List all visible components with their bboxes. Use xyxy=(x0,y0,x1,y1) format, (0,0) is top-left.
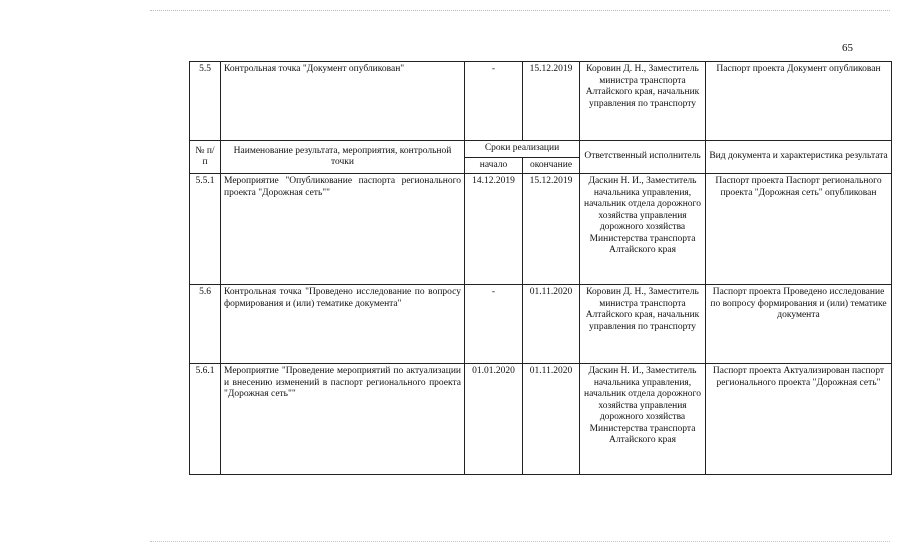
header-number: № п/п xyxy=(190,141,221,174)
row-responsible: Коровин Д. Н., Заместитель министра транспорта Алтайского края, начальник управления по транспорту xyxy=(580,62,706,141)
page-number: 65 xyxy=(842,42,853,54)
header-period: Сроки реализации xyxy=(465,141,580,158)
row-start-date: 14.12.2019 xyxy=(465,174,523,285)
row-responsible: Коровин Д. Н., Заместитель министра транспорта Алтайского края, начальник управления по транспорту xyxy=(580,285,706,364)
row-number: 5.6 xyxy=(190,285,221,364)
header-name: Наименование результата, мероприятия, контрольной точки xyxy=(221,141,465,174)
table-row xyxy=(190,174,892,285)
table-header-row xyxy=(190,141,892,158)
row-responsible: Даскин Н. И., Заместитель начальника управления, начальник отдела дорожного хозяйства управления дорожного хозяйства Министерства транспорта Алтайского края xyxy=(580,364,706,475)
row-start-date: 01.01.2020 xyxy=(465,364,523,475)
row-number: 5.5.1 xyxy=(190,174,221,285)
row-end-date: 15.12.2019 xyxy=(523,174,580,285)
row-number: 5.6.1 xyxy=(190,364,221,475)
row-document: Паспорт проекта Паспорт регионального проекта "Дорожная сеть" опубликован xyxy=(706,174,892,285)
implementation-plan-table xyxy=(189,61,892,475)
row-responsible: Даскин Н. И., Заместитель начальника управления, начальник отдела дорожного хозяйства управления дорожного хозяйства Министерства транспорта Алтайского края xyxy=(580,174,706,285)
row-name: Мероприятие "Опубликование паспорта регионального проекта "Дорожная сеть"" xyxy=(221,174,465,285)
header-responsible: Ответственный исполнитель xyxy=(580,141,706,174)
header-start: начало xyxy=(465,157,523,174)
scan-artifact-bottom xyxy=(150,541,890,542)
row-end-date: 01.11.2020 xyxy=(523,285,580,364)
row-start-date: - xyxy=(465,62,523,141)
row-name: Контрольная точка "Документ опубликован" xyxy=(221,62,465,141)
scan-artifact-top xyxy=(150,10,890,11)
header-document: Вид документа и характеристика результата xyxy=(706,141,892,174)
row-end-date: 01.11.2020 xyxy=(523,364,580,475)
row-document: Паспорт проекта Проведено исследование по вопросу формирования и (или) тематике документа xyxy=(706,285,892,364)
row-end-date: 15.12.2019 xyxy=(523,62,580,141)
header-end: окончание xyxy=(523,157,580,174)
table-row xyxy=(190,364,892,475)
table-row xyxy=(190,285,892,364)
row-start-date: - xyxy=(465,285,523,364)
row-name: Контрольная точка "Проведено исследование по вопросу формирования и (или) тематике документа" xyxy=(221,285,465,364)
row-document: Паспорт проекта Документ опубликован xyxy=(706,62,892,141)
row-document: Паспорт проекта Актуализирован паспорт регионального проекта "Дорожная сеть" xyxy=(706,364,892,475)
table-row xyxy=(190,62,892,141)
row-name: Мероприятие "Проведение мероприятий по актуализации и внесению изменений в паспорт регионального проекта "Дорожная сеть"" xyxy=(221,364,465,475)
row-number: 5.5 xyxy=(190,62,221,141)
